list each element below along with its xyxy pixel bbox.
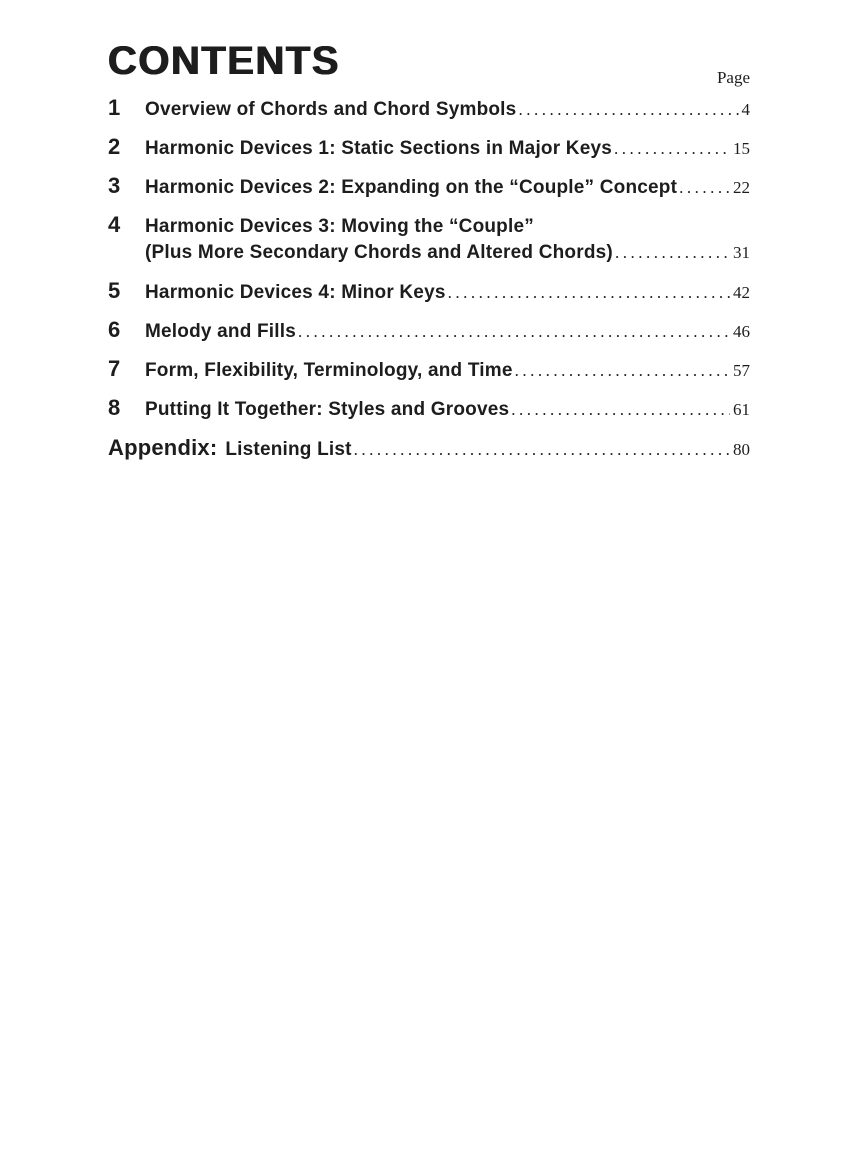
chapter-title: Melody and Fills [145, 321, 296, 342]
chapter-number: 1 [108, 95, 121, 120]
page-number: 57 [733, 361, 750, 380]
chapter-title: Harmonic Devices 4: Minor Keys [145, 282, 446, 303]
appendix-title: Listening List [225, 439, 352, 460]
chapter-title: Harmonic Devices 1: Static Sections in Major Keys [145, 138, 613, 159]
toc-entry [108, 213, 750, 266]
dot-leader [518, 98, 738, 122]
chapter-title-line-2: (Plus More Secondary Chords and Altered Chords) [145, 242, 613, 263]
page-column-label: Page [716, 68, 750, 87]
chapter-number: 5 [108, 278, 121, 303]
chapter-title-line-1: Harmonic Devices 3: Moving the “Couple” [145, 216, 534, 237]
page-number: 22 [733, 178, 750, 197]
chapter-number: 7 [108, 356, 121, 381]
chapter-number: 6 [108, 317, 121, 342]
chapter-number: 2 [108, 134, 121, 159]
page-number: 61 [733, 400, 750, 419]
dot-leader [515, 359, 730, 383]
dot-leader [679, 176, 730, 200]
toc-entry [108, 396, 750, 422]
dot-leader [354, 437, 730, 463]
toc-entry [108, 318, 750, 344]
toc-entry-appendix [108, 435, 750, 463]
appendix-label: Appendix: [108, 435, 218, 460]
chapter-title: Overview of Chords and Chord Symbols [145, 99, 517, 120]
dot-leader [615, 240, 730, 266]
page-number: 42 [733, 283, 750, 302]
chapter-title: Form, Flexibility, Terminology, and Time [145, 360, 513, 381]
chapter-title: Putting It Together: Styles and Grooves [145, 399, 510, 420]
toc-entry [108, 96, 750, 122]
toc-entry [108, 279, 750, 305]
chapter-number: 3 [108, 173, 121, 198]
toc-entry [108, 357, 750, 383]
dot-leader [448, 281, 730, 305]
table-of-contents [108, 96, 750, 463]
page-number: 31 [733, 243, 750, 262]
page-number: 4 [741, 100, 750, 119]
chapter-number: 8 [108, 395, 121, 420]
dot-leader [511, 398, 730, 422]
toc-entry [108, 174, 750, 200]
page-number: 80 [733, 440, 750, 459]
chapter-title: Harmonic Devices 2: Expanding on the “Couple” Concept [145, 177, 678, 198]
page-title: CONTENTS [108, 39, 340, 83]
dot-leader [614, 137, 730, 161]
page-number: 15 [733, 139, 750, 158]
toc-entry [108, 135, 750, 161]
dot-leader [298, 320, 730, 344]
chapter-number: 4 [108, 212, 121, 237]
page-number: 46 [733, 322, 750, 341]
